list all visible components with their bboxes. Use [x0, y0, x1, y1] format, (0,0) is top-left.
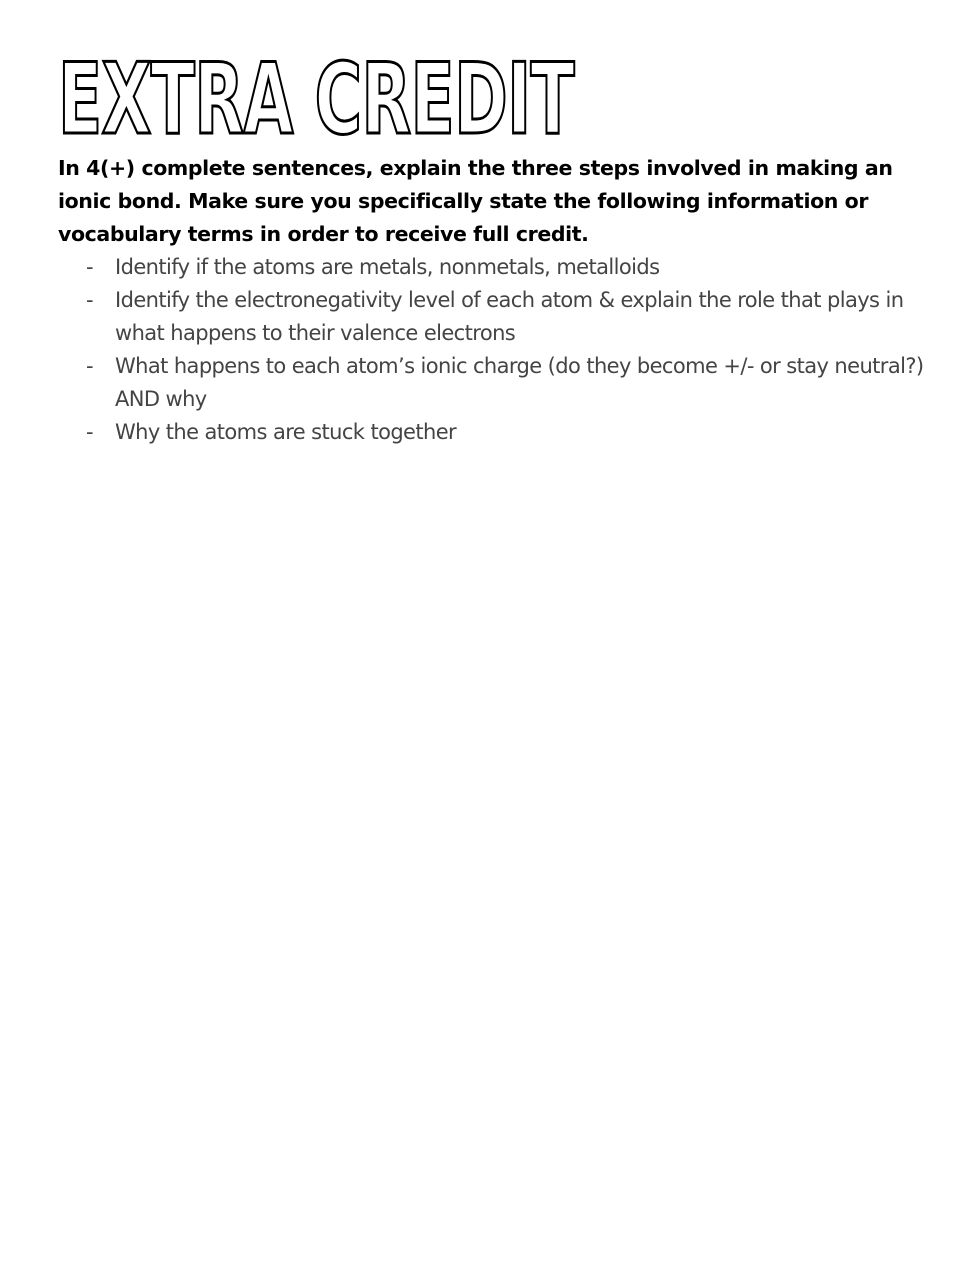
instructions-text: In 4(+) complete sentences, explain the three steps involved in making an ionic bond. Make sure you specifically state the following information or vocabulary terms in order to receive full credit. [58, 156, 893, 246]
bullet-dash: - [86, 255, 93, 279]
requirement-text: Identify the electronegativity level of each atom & explain the role that plays in what happens to their valence electrons [115, 288, 904, 345]
requirement-text: What happens to each atom’s ionic charge (do they become +/- or stay neutral?) AND why [115, 354, 924, 411]
page-title: EXTRA CREDIT [58, 43, 574, 157]
requirement-text: Why the atoms are stuck together [115, 420, 457, 444]
list-item [86, 251, 926, 284]
bullet-dash: - [86, 354, 93, 378]
requirements-list [86, 251, 926, 449]
bullet-dash: - [86, 420, 93, 444]
list-item [86, 284, 926, 350]
list-item [86, 416, 926, 449]
list-item [86, 350, 926, 416]
requirement-text: Identify if the atoms are metals, nonmetals, metalloids [115, 255, 660, 279]
bullet-dash: - [86, 288, 93, 312]
